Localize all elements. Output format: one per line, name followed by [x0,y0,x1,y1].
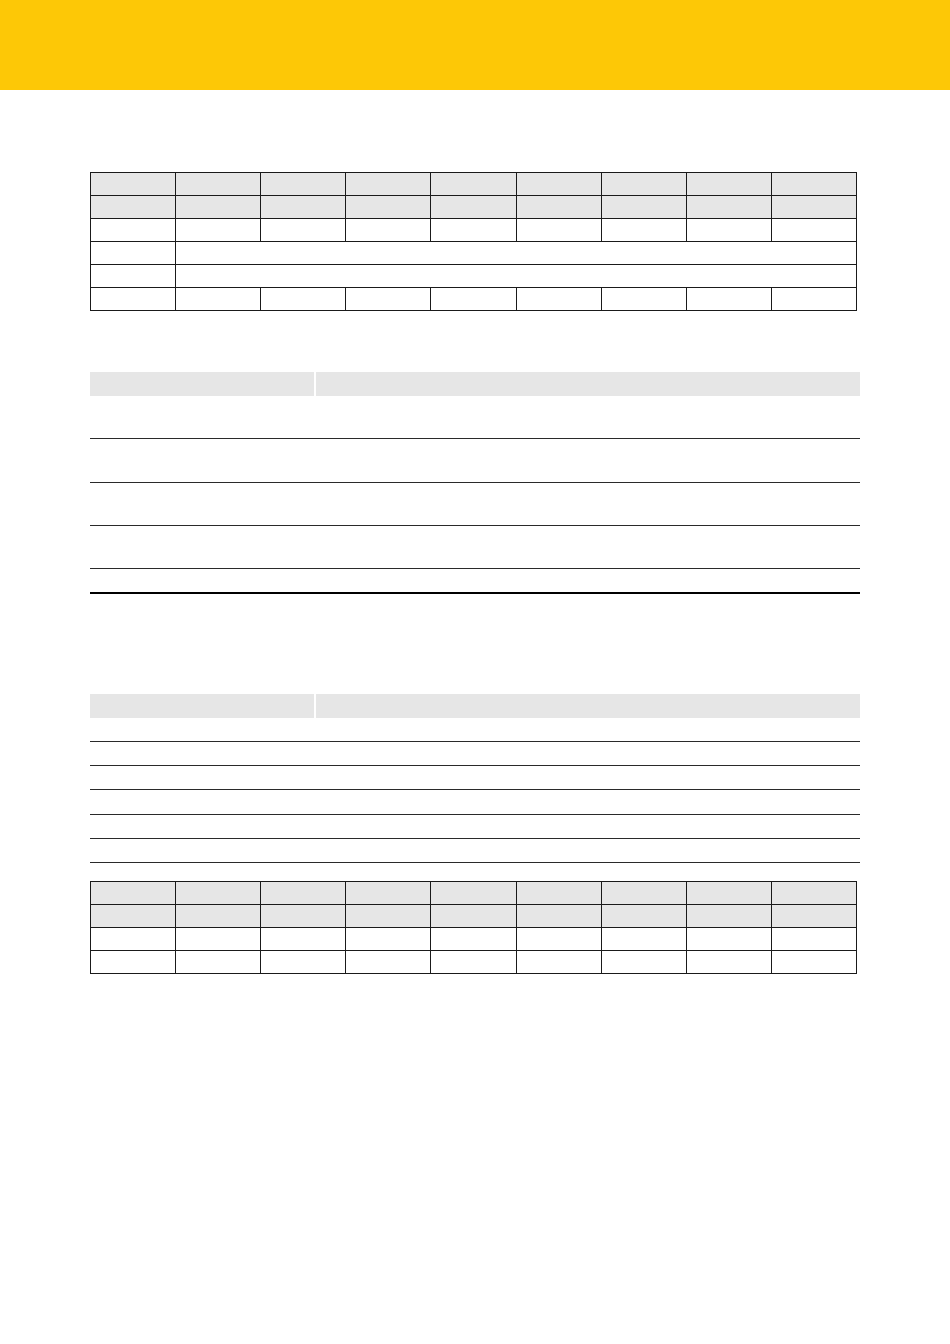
table-row [91,951,857,974]
table-cell [261,288,346,311]
table-cell [91,951,176,974]
table-row [90,815,860,839]
table-cell [316,839,860,862]
table-cell [90,839,314,862]
table-cell [771,951,856,974]
table-row [90,569,860,594]
table-cell [516,219,601,242]
table-row [90,439,860,483]
table-cell [176,951,261,974]
table-cell [601,882,686,905]
table-cell [431,905,516,928]
table-cell [686,219,771,242]
table-cell [771,219,856,242]
table-cell [316,396,860,438]
table-cell [176,196,261,219]
table-cell [91,173,176,196]
table-cell [771,173,856,196]
header-bar [0,0,950,90]
table-cell [176,219,261,242]
table-cell [346,928,431,951]
table-cell [601,173,686,196]
table-cell [91,928,176,951]
description-table-1 [90,372,860,594]
table-row [91,905,857,928]
table-row [91,882,857,905]
table-cell-span [176,242,857,265]
table-cell [431,928,516,951]
table-cell [316,569,860,592]
table-row [91,242,857,265]
table-row [90,483,860,526]
table-cell [90,439,314,482]
header-cell [90,372,314,396]
table-row [91,928,857,951]
register-table-2 [90,881,857,974]
table-cell [686,882,771,905]
table-cell [91,905,176,928]
table-cell [90,790,314,814]
table-cell [176,905,261,928]
table-cell [316,815,860,838]
table-cell [686,951,771,974]
table-cell [771,196,856,219]
table-cell [516,288,601,311]
table-cell [261,928,346,951]
table-cell [601,288,686,311]
table-cell [261,173,346,196]
table-cell [90,569,314,592]
table-cell [90,815,314,838]
table-cell [346,882,431,905]
table-row [90,526,860,569]
table-cell [90,483,314,525]
table-cell [316,766,860,789]
table-cell [431,951,516,974]
table-cell [431,882,516,905]
table-row [90,839,860,863]
table-cell [91,196,176,219]
table-cell [261,196,346,219]
table-cell [771,928,856,951]
table-cell [316,526,860,568]
table-cell [316,790,860,814]
table-cell [346,219,431,242]
table-cell [346,173,431,196]
table-cell [90,742,314,765]
table-cell [91,288,176,311]
table-cell [316,718,860,741]
table-cell [261,951,346,974]
table-cell [516,882,601,905]
table-cell [601,905,686,928]
table-cell [686,288,771,311]
table-cell [516,196,601,219]
table-row [91,173,857,196]
table-cell [771,905,856,928]
header-cell [316,694,860,718]
table-cell [90,766,314,789]
table-cell [261,905,346,928]
table-row [90,396,860,439]
header-cell [316,372,860,396]
table-row [91,288,857,311]
table-cell [90,526,314,568]
table-cell [431,288,516,311]
table-row [91,196,857,219]
table-cell [686,928,771,951]
table-row [90,718,860,742]
table-cell [91,219,176,242]
table-cell [516,173,601,196]
table-cell [516,928,601,951]
table-row [91,265,857,288]
table-cell [516,951,601,974]
table-cell [601,951,686,974]
table-cell [346,905,431,928]
table-cell [771,288,856,311]
table-header-row [90,372,860,396]
table-cell [431,219,516,242]
table-cell [601,928,686,951]
table-cell [686,173,771,196]
table-cell [316,742,860,765]
table-cell [601,219,686,242]
table-row [90,766,860,790]
table-row [91,219,857,242]
table-cell [686,905,771,928]
table-cell [91,242,176,265]
table-cell [176,288,261,311]
table-cell [176,882,261,905]
table-cell [90,718,314,741]
table-cell [316,439,860,482]
table-cell [346,951,431,974]
table-cell [176,173,261,196]
description-table-2 [90,694,860,863]
table-cell [90,396,314,438]
table-cell [431,196,516,219]
table-cell [686,196,771,219]
table-cell [346,288,431,311]
table-cell [91,882,176,905]
table-cell-span [176,265,857,288]
table-cell [771,882,856,905]
register-table-1 [90,172,857,311]
table-cell [91,265,176,288]
table-cell [316,483,860,525]
table-cell [346,196,431,219]
table-cell [516,905,601,928]
table-row [90,790,860,815]
table-cell [176,928,261,951]
table-cell [261,882,346,905]
table-cell [431,173,516,196]
table-cell [601,196,686,219]
header-cell [90,694,314,718]
table-header-row [90,694,860,718]
table-cell [261,219,346,242]
table-row [90,742,860,766]
